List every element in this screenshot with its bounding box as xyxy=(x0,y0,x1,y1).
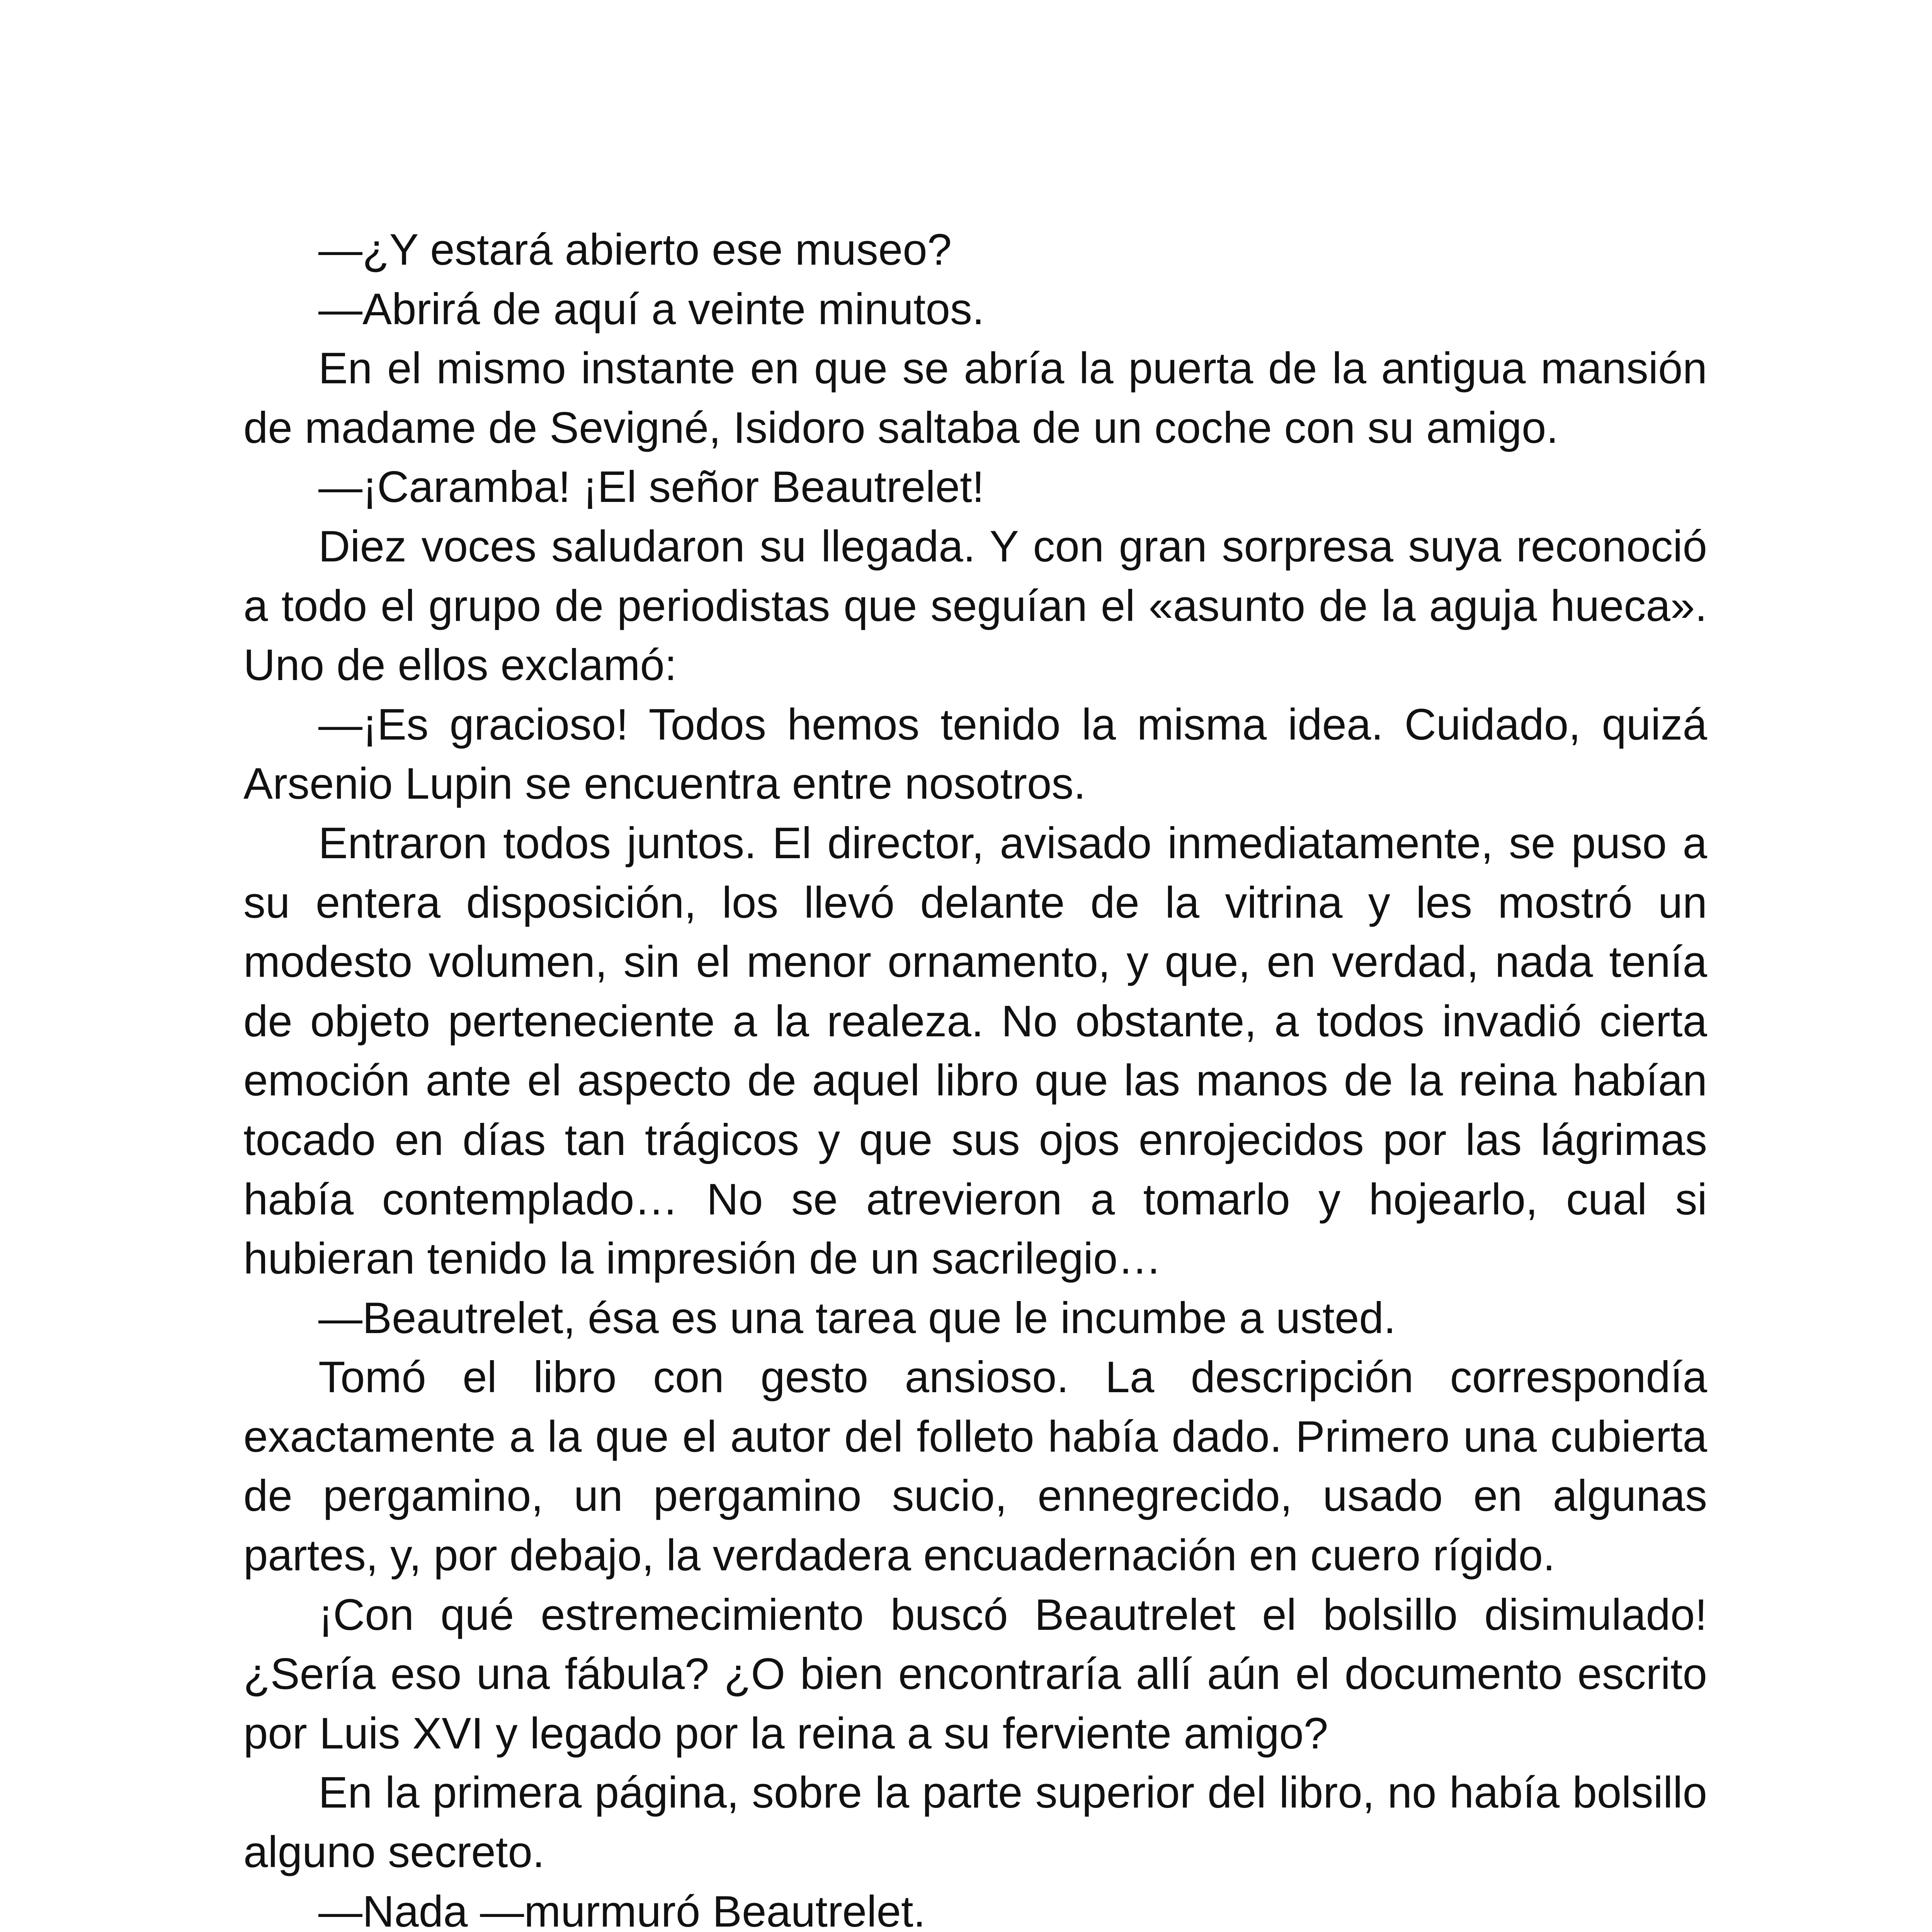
paragraph: —¿Y estará abierto ese museo? xyxy=(318,225,952,274)
paragraph: En la primera página, sobre la parte superior del libro, no había bolsillo alguno secreto. xyxy=(243,1768,1707,1877)
paragraph: ¡Con qué estremecimiento buscó Beautrelet el bolsillo disimulado! ¿Sería eso una fábula? ¿O bien encontraría allí aún el documento escrito por Luis XVI y legado por la reina a su ferviente amigo? xyxy=(243,1590,1707,1758)
paragraph: —¡Caramba! ¡El señor Beautrelet! xyxy=(318,463,985,512)
paragraph: En el mismo instante en que se abría la puerta de la antigua mansión de madame de Sevigné, Isidoro saltaba de un coche con su amigo. xyxy=(243,344,1707,452)
paragraph: Tomó el libro con gesto ansioso. La descripción correspondía exactamente a la que el autor del folleto había dado. Primero una cubierta de pergamino, un pergamino sucio, ennegrecido, usado en algunas partes, y, por debajo, la verdadera encuadernación en cuero rígido. xyxy=(243,1353,1707,1580)
paragraph: —Abrirá de aquí a veinte minutos. xyxy=(318,284,985,334)
paragraph: —Nada —murmuró Beautrelet. xyxy=(318,1887,926,1932)
body-text xyxy=(243,220,1707,1932)
paragraph: Entraron todos juntos. El director, avisado inmediatamente, se puso a su entera disposición, los llevó delante de la vitrina y les mostró un modesto volumen, sin el menor ornamento, y que, en verdad, nada tenía de objeto perteneciente a la realeza. No obstante, a todos invadió cierta emoción ante el aspecto de aquel libro que las manos de la reina habían tocado en días tan trágicos y que sus ojos enrojecidos por las lágrimas había contemplado… No se atrevieron a tomarlo y hojearlo, cual si hubieran tenido la impresión de un sacrilegio… xyxy=(243,818,1707,1284)
paragraph: —¡Es gracioso! Todos hemos tenido la misma idea. Cuidado, quizá Arsenio Lupin se encuentra entre nosotros. xyxy=(243,700,1707,809)
paragraph: —Beautrelet, ésa es una tarea que le incumbe a usted. xyxy=(318,1293,1396,1343)
paragraph: Diez voces saludaron su llegada. Y con gran sorpresa suya reconoció a todo el grupo de periodistas que seguían el «asunto de la aguja hueca». Uno de ellos exclamó: xyxy=(243,522,1707,690)
